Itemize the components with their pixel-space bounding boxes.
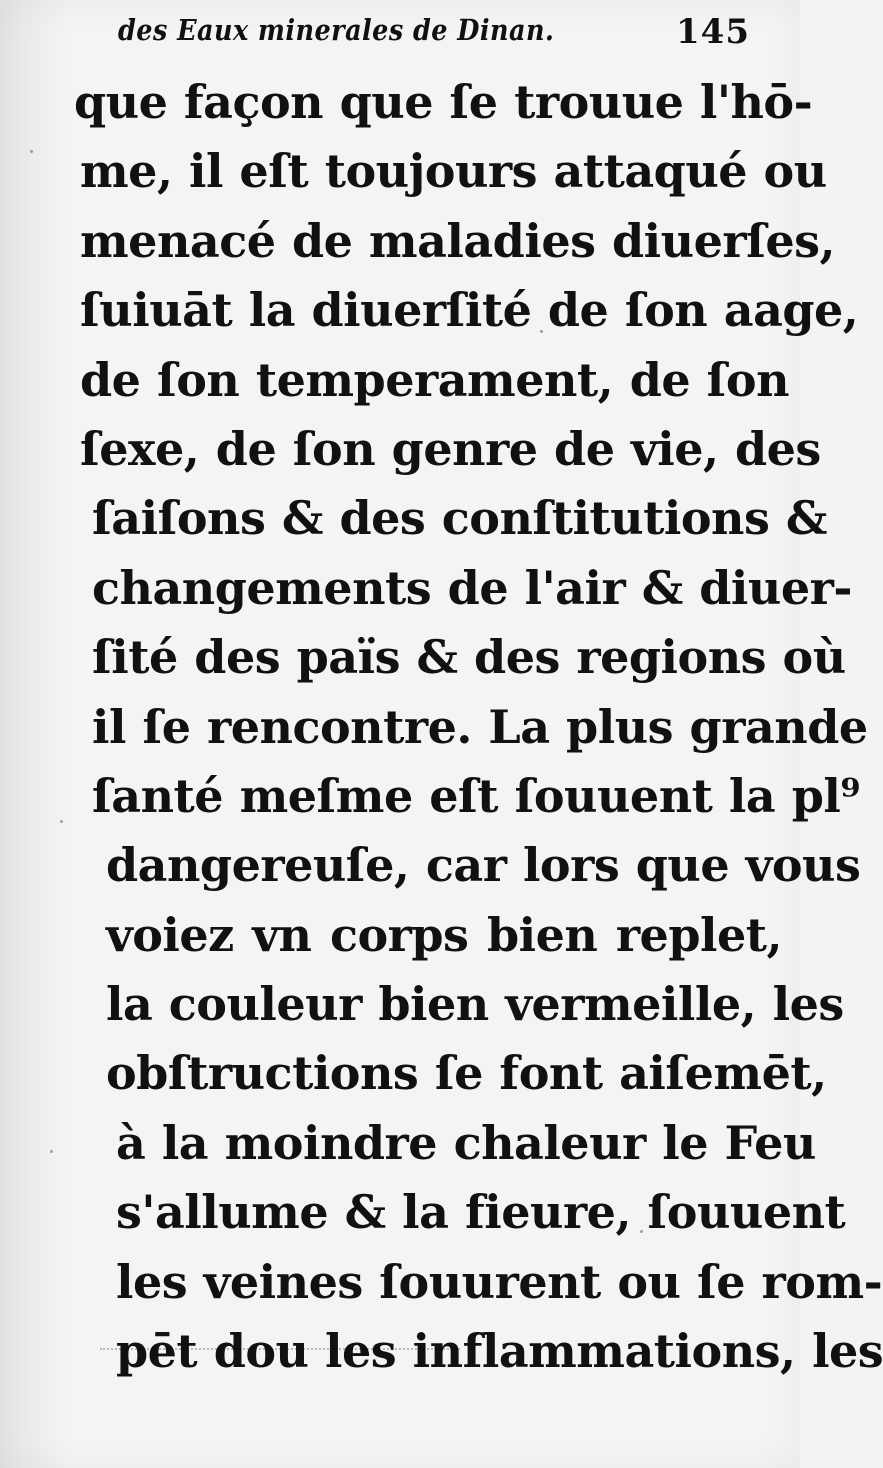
text-line: ſaiſons & des conſtitutions & bbox=[92, 491, 827, 546]
ink-speck bbox=[30, 150, 33, 153]
ink-speck bbox=[540, 330, 543, 333]
text-line: il ſe rencontre. La plus grande bbox=[92, 699, 868, 754]
ink-speck bbox=[640, 1230, 643, 1233]
text-line: s'allume & la fieure, ſouuent bbox=[116, 1185, 846, 1240]
text-line: les veines ſouurent ou ſe rom- bbox=[116, 1254, 883, 1309]
text-line: ſité des païs & des regions où bbox=[92, 630, 846, 685]
text-line: la couleur bien vermeille, les bbox=[106, 977, 844, 1032]
text-line: voiez vn corps bien replet, bbox=[106, 907, 782, 962]
text-line: ſuiuāt la diuerſité de ſon aage, bbox=[80, 283, 859, 338]
text-line: dangereuſe, car lors que vous bbox=[106, 838, 861, 893]
text-line: que façon que ſe trouue l'hō- bbox=[74, 75, 813, 129]
ink-speck bbox=[50, 1150, 53, 1153]
text-line: ſexe, de ſon genre de vie, des bbox=[80, 421, 821, 476]
text-line: changements de l'air & diuer- bbox=[92, 560, 852, 615]
text-line: menacé de maladies diuerſes, bbox=[80, 213, 836, 268]
text-line: à la moindre chaleur le Feu bbox=[116, 1115, 816, 1170]
text-line: de ſon temperament, de ſon bbox=[80, 352, 790, 407]
gutter-shadow bbox=[0, 0, 70, 1468]
body-text bbox=[72, 68, 883, 1379]
text-line: me, il eſt toujours attaqué ou bbox=[80, 144, 827, 199]
text-line: pēt dou les inflammations, les bbox=[116, 1324, 883, 1379]
text-line: obſtructions ſe font aiſemēt, bbox=[106, 1046, 827, 1101]
bottom-rule bbox=[100, 1348, 460, 1350]
page-number: 145 bbox=[676, 12, 750, 52]
ink-speck bbox=[60, 820, 63, 823]
text-line: ſanté meſme eſt ſouuent la pl⁹ bbox=[92, 768, 860, 823]
running-title: des Eaux minerales de Dinan. bbox=[118, 13, 555, 47]
